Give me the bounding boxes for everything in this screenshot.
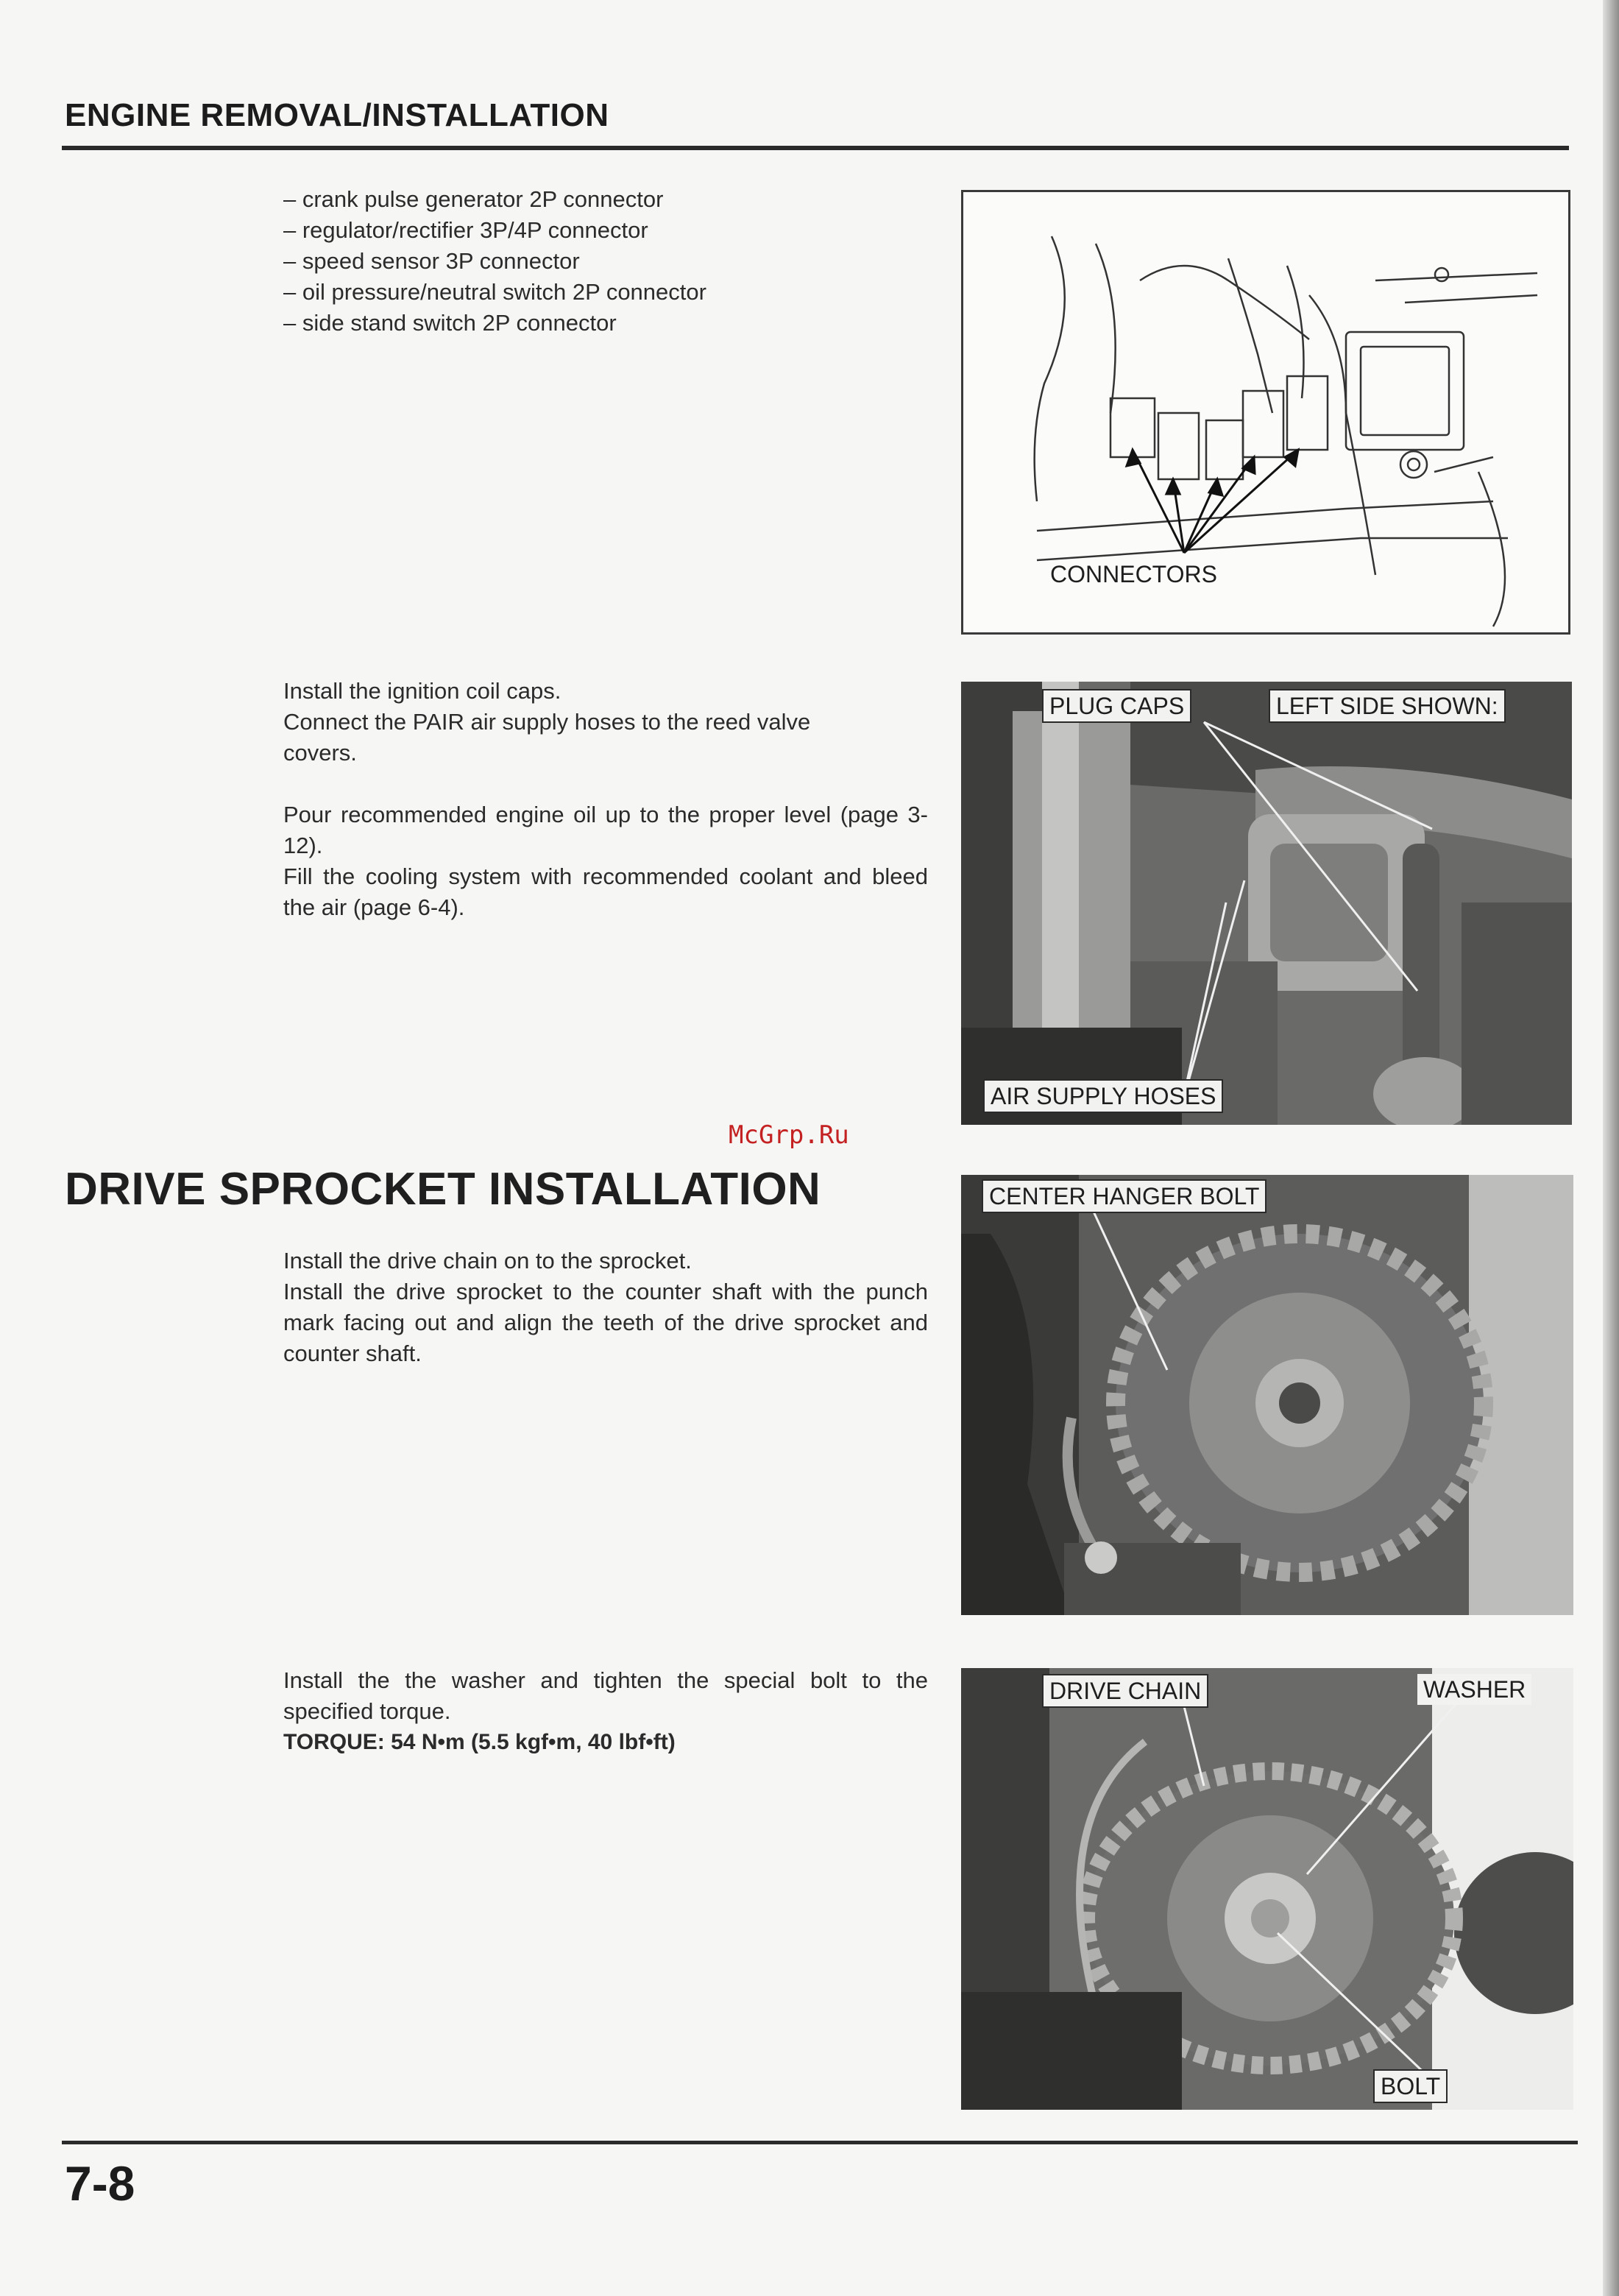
page-number: 7-8 — [65, 2156, 135, 2211]
sprocket-text-block — [283, 1246, 928, 1369]
connectors-figure — [961, 190, 1570, 635]
washer-label: WASHER — [1417, 1674, 1531, 1705]
pair-hose-line: Connect the PAIR air supply hoses to the reed valve covers. — [283, 709, 811, 766]
spacer — [283, 769, 928, 799]
plug-caps-photo — [961, 682, 1572, 1125]
ignition-line: Install the ignition coil caps. — [283, 678, 561, 704]
drive-sprocket-step: Install the drive sprocket to the counter shaft with the punch mark facing out and align the teeth of the drive sprocket and counter shaft. — [283, 1279, 928, 1366]
connector-list-block — [283, 184, 931, 339]
header-rule — [62, 146, 1569, 150]
sprocket-image — [961, 1175, 1573, 1615]
connectors-label: CONNECTORS — [1050, 561, 1217, 587]
list-item: – regulator/rectifier 3P/4P connector — [283, 215, 931, 246]
list-item: – crank pulse generator 2P connector — [283, 184, 931, 215]
section-title: DRIVE SPROCKET INSTALLATION — [65, 1164, 821, 1215]
ignition-text-block — [283, 676, 928, 923]
washer-bolt-step: Install the the washer and tighten the special bolt to the specified torque. — [283, 1667, 928, 1724]
left-side-shown-label: LEFT SIDE SHOWN: — [1269, 689, 1506, 723]
connector-list — [283, 184, 931, 339]
list-item: – speed sensor 3P connector — [283, 246, 931, 277]
drive-chain-step: Install the drive chain on to the sprocket. — [283, 1248, 692, 1274]
watermark-text: McGrp.Ru — [729, 1120, 849, 1150]
engine-oil-line: Pour recommended engine oil up to the proper level (page 3-12). — [283, 802, 928, 858]
washer-bolt-image — [961, 1668, 1573, 2110]
list-item: – side stand switch 2P connector — [283, 308, 931, 339]
plug-caps-image — [961, 682, 1572, 1125]
torque-spec: TORQUE: 54 N•m (5.5 kgf•m, 40 lbf•ft) — [283, 1730, 676, 1754]
plug-caps-label: PLUG CAPS — [1042, 689, 1191, 723]
page-binding-shadow — [1603, 0, 1619, 2296]
page-header-title: ENGINE REMOVAL/INSTALLATION — [65, 97, 609, 133]
torque-text-block — [283, 1665, 928, 1758]
air-supply-hoses-label: AIR SUPPLY HOSES — [983, 1079, 1223, 1113]
washer-bolt-photo — [961, 1668, 1573, 2110]
list-item: – oil pressure/neutral switch 2P connector — [283, 277, 931, 308]
footer-rule — [62, 2141, 1578, 2144]
center-hanger-bolt-label: CENTER HANGER BOLT — [982, 1179, 1266, 1213]
coolant-line: Fill the cooling system with recommended coolant and bleed the air (page 6-4). — [283, 863, 928, 920]
bolt-label: BOLT — [1373, 2069, 1448, 2103]
center-hanger-bolt-photo — [961, 1175, 1573, 1615]
drive-chain-label: DRIVE CHAIN — [1042, 1674, 1208, 1708]
